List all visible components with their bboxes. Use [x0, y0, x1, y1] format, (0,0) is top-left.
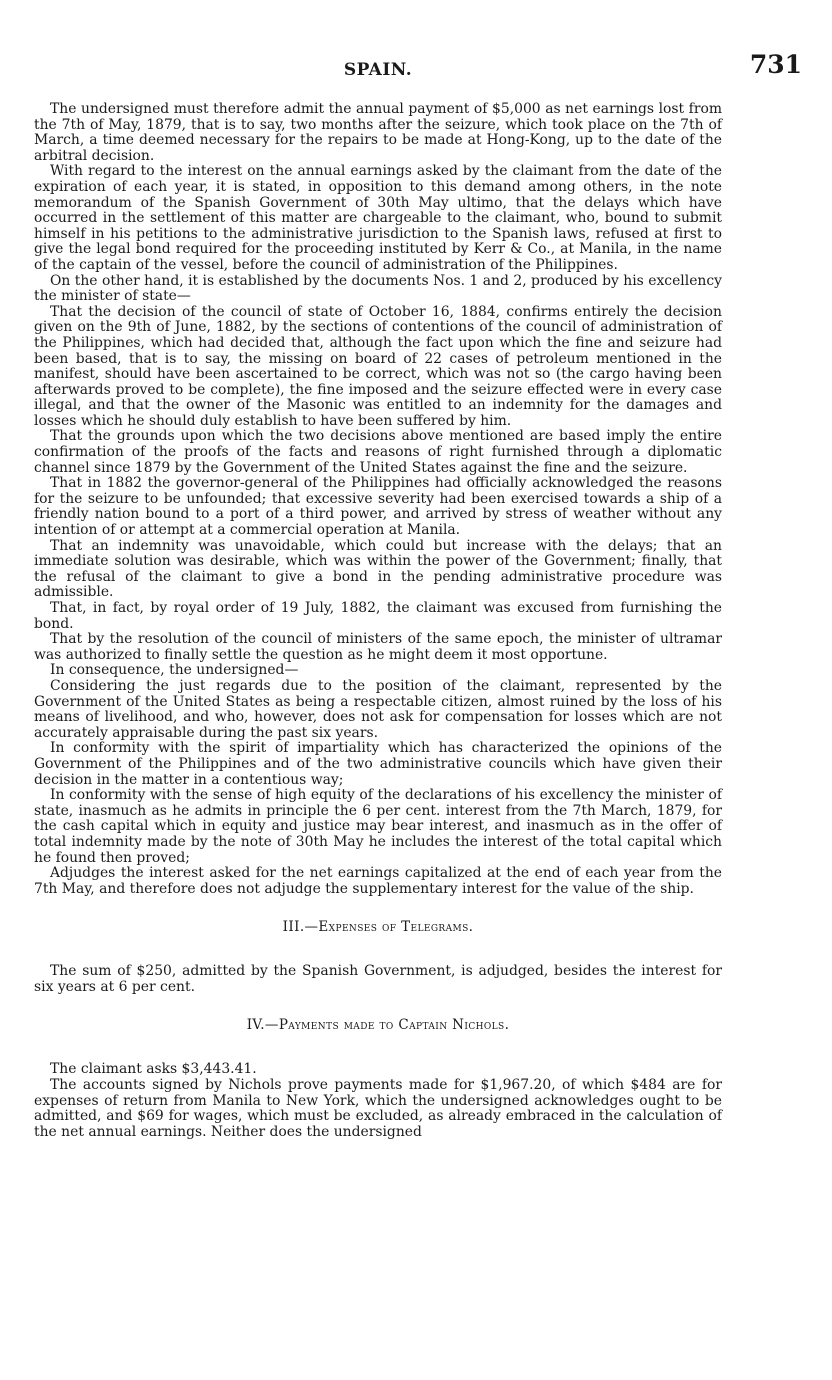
section-heading-payments: IV.—Payments made to Captain Nichols.: [246, 1017, 510, 1034]
paragraph: With regard to the interest on the annual earnings asked by the claimant from the date of the expiration of each year, it is stated, in opposition to this demand among others, in the note memorandum of the Spanish Government of 30th May ultimo, that the delays which have occurred in the settlement of this matter are chargeable to the claimant, who, bound to submit himself in his petitions to the administrative jurisdiction to the Spanish laws, refused at first to give the legal bond required for the proceeding instituted by Kerr & Co., at Manila, in the name of the captain of the vessel, before the council of administration of the Philippines.: [34, 163, 722, 273]
paragraph: The claimant asks $3,443.41.: [50, 1061, 257, 1078]
paragraph: On the other hand, it is established by the documents Nos. 1 and 2, produced by his excellency the minister of state—: [34, 272, 722, 305]
paragraph: In conformity with the sense of high equity of the declarations of his excellency the minister of state, inasmuch as he admits in principle the 6 per cent. interest from the 7th March, 1879, for the cash capital which in equity and justice may bear interest, and inasmuch as in the offer of total indemnity made by the note of 30th May he includes the interest of the total capital which he found then proved;: [34, 787, 722, 866]
paragraph: That an indemnity was unavoidable, which could but increase with the delays; that an immediate solution was desirable, which was within the power of the Government; finally, that the refusal of the claimant to give a bond in the pending administrative procedure was admissible.: [34, 537, 722, 601]
paragraph: The undersigned must therefore admit the annual payment of $5,000 as net earnings lost from the 7th of May, 1879, that is to say, two months after the seizure, which took place on the 7th of March, a time deemed necessary for the repairs to be made at Hong-Kong, up to the date of the arbitral decision.: [34, 101, 722, 164]
paragraph: The accounts signed by Nichols prove payments made for $1,967.20, of which $484 are for expenses of return from Manila to New York, which the undersigned acknowledges ought to be admitted, and $69 for wages, which must be excluded, as already embraced in the calculation of the net annual earnings. Neither does the undersigned: [34, 1077, 722, 1140]
section-heading-telegrams: III.—Expenses of Telegrams.: [282, 919, 474, 936]
paragraph: Adjudges the interest asked for the net earnings capitalized at the end of each year from the 7th May, and therefore does not adjudge the supplementary interest for the value of the ship.: [34, 865, 722, 897]
page-number: 731: [749, 50, 802, 79]
paragraph: In consequence, the undersigned—: [50, 662, 299, 679]
paragraph: The sum of $250, admitted by the Spanish Government, is adjudged, besides the interest for six years at 6 per cent.: [34, 963, 722, 995]
document-body: [34, 102, 722, 1140]
page-header: [34, 50, 802, 90]
paragraph: That the decision of the council of state of October 16, 1884, confirms entirely the decision given on the 9th of June, 1882, by the sections of contentions of the council of administration of the Philippines, which had decided that, although the fact upon which the fine and seizure had been based, that is to say, the missing on board of 22 cases of petroleum mentioned in the manifest, should have been ascertained to be correct, which was not so (the cargo having been afterwards proved to be complete), the fine imposed and the seizure effected were in every case illegal, and that the owner of the Masonic was entitled to an indemnity for the damages and losses which he should duly establish to have been suffered by him.: [34, 303, 722, 429]
paragraph: That the grounds upon which the two decisions above mentioned are based imply the entire confirmation of the proofs of the facts and reasons of right furnished through a diplomatic channel since 1879 by the Government of the United States against the fine and the seizure.: [34, 428, 722, 476]
paragraph: That, in fact, by royal order of 19 July, 1882, the claimant was excused from furnishing the bond.: [34, 600, 722, 632]
paragraph: That by the resolution of the council of ministers of the same epoch, the minister of ultramar was authorized to finally settle the question as he might deem it most opportune.: [34, 631, 722, 663]
running-title: SPAIN.: [343, 60, 413, 80]
paragraph: Considering the just regards due to the position of the claimant, represented by the Government of the United States as being a respectable citizen, almost ruined by the loss of his means of livelihood, and who, however, does not ask for compensation for losses which are not accurately appraisable during the past six years.: [34, 677, 722, 741]
paragraph: That in 1882 the governor-general of the Philippines had officially acknowledged the reasons for the seizure to be unfounded; that excessive severity had been exercised towards a ship of a friendly nation bound to a port of a third power, and arrived by stress of weather without any intention of or attempt at a commercial operation at Manila.: [34, 475, 722, 539]
paragraph: In conformity with the spirit of impartiality which has characterized the opinions of the Government of the Philippines and of the two administrative councils which have given their decision in the matter in a contentious way;: [34, 740, 722, 788]
